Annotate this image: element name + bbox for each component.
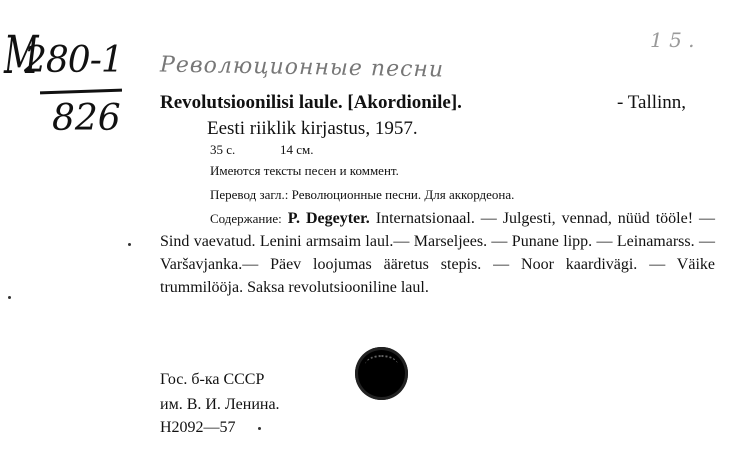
corner-pencil-note: 1 5 .: [650, 28, 695, 52]
record-title: Revolutsioonilisi laule. [Akordionile].: [160, 92, 462, 113]
contents-label: Содержание:: [210, 211, 282, 226]
contents-author: P. Degeyter.: [287, 210, 370, 227]
ink-speck: [258, 427, 261, 430]
library-stamp: [355, 347, 408, 400]
pencil-translation-note: Революционные песни: [159, 52, 445, 83]
contents-note: [160, 207, 715, 299]
note-translation: Перевод загл.: Революционные песни. Для аккордеона.: [210, 187, 515, 202]
note-texts: Имеются тексты песен и коммент.: [210, 163, 399, 178]
publication-place: - Tallinn,: [617, 92, 687, 113]
shelf-mark-bottom: 826: [52, 98, 121, 139]
contents-list: Internatsionaal. — Julgesti, vennad, nüüd tööle! — Sind vaevatud. Lenini armsaim laul.— Marseljees. — Punane lipp. — Leinamarss. — Varšavjanka.— Päev loojumas ääretus stepis. — Noor kaardivägi. — Väike trummilööja. Saksa revolutsiooniline laul.: [160, 210, 716, 296]
library-named-after: им. В. И. Ленина.: [160, 396, 280, 413]
ink-speck: [128, 243, 131, 246]
shelf-mark-letter: M: [4, 26, 39, 86]
ink-speck: [8, 296, 11, 299]
publisher-year: Eesti riiklik kirjastus, 1957.: [207, 118, 418, 139]
shelf-mark-divider: [40, 89, 122, 95]
card-number: Н2092—57: [160, 419, 236, 436]
library-name: Гос. б-ка СССР: [160, 371, 265, 388]
format-size: 14 см.: [280, 142, 314, 157]
shelf-mark-top: 280-1: [24, 40, 123, 81]
page-count: 35 с.: [210, 142, 236, 157]
